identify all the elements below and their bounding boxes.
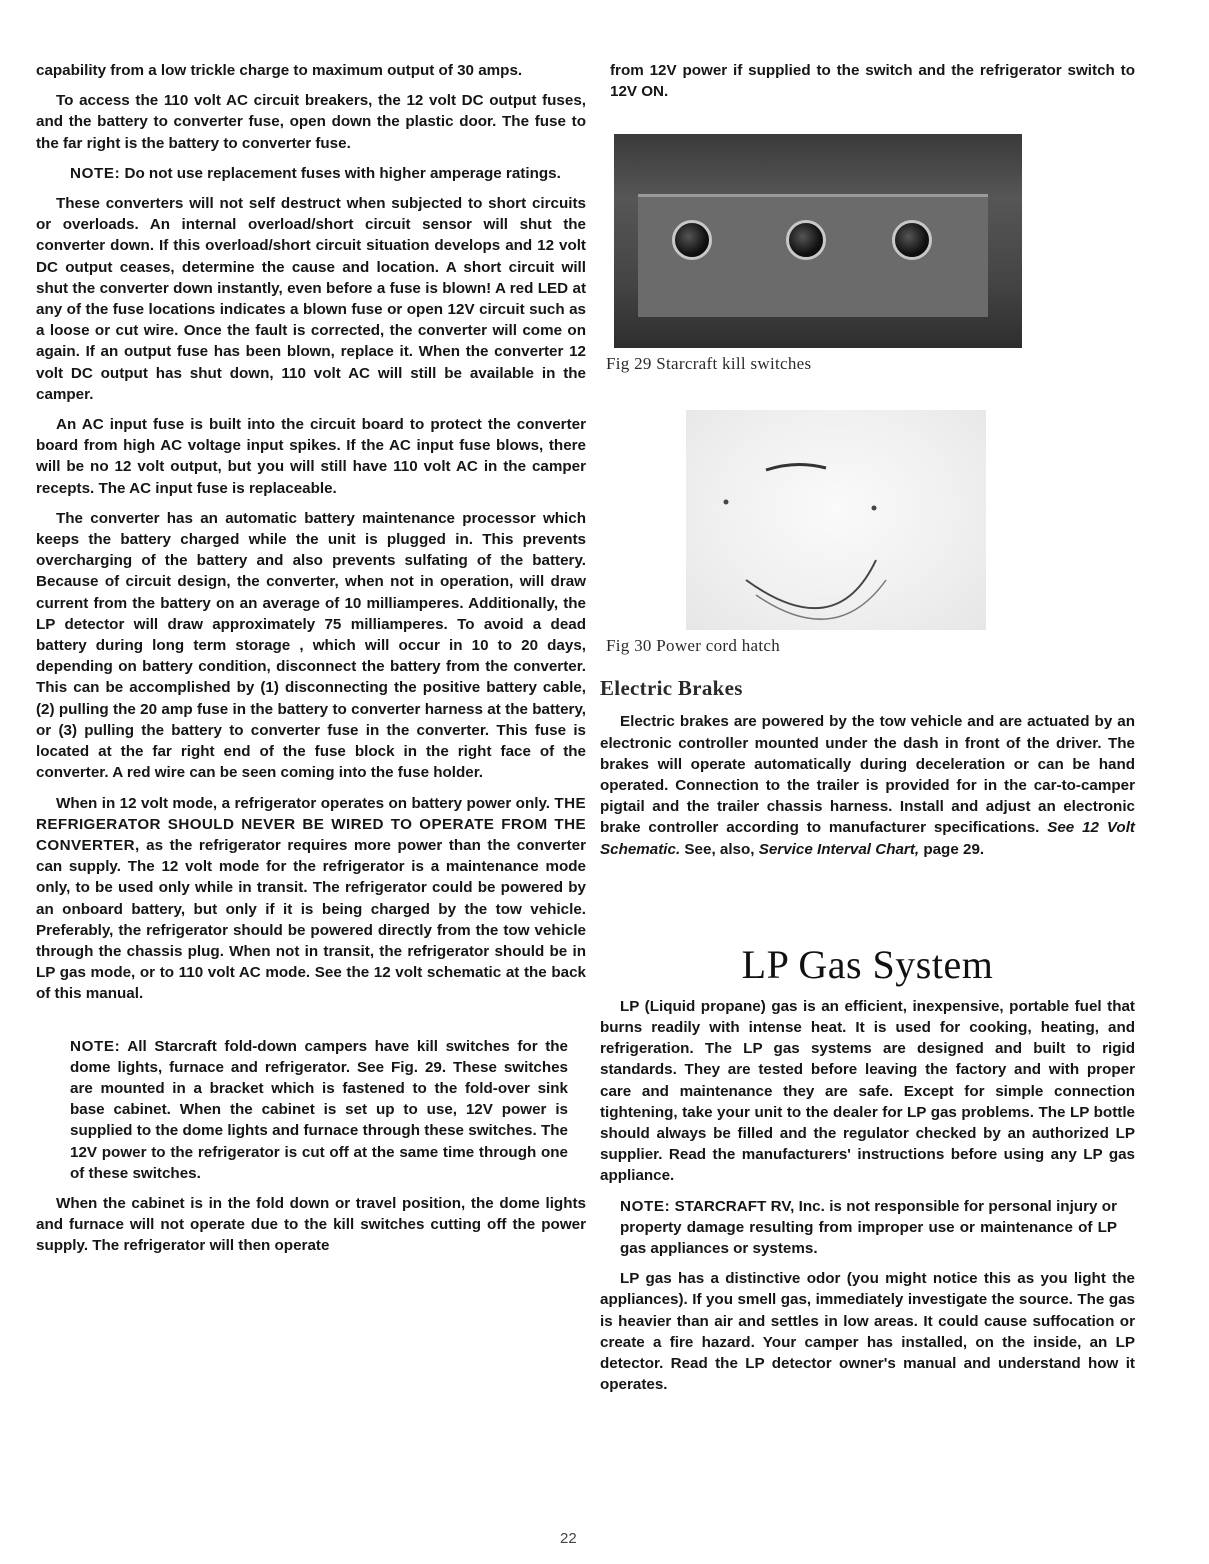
brakes-schematic-ref: See 12 Volt Schematic. [600,819,1135,858]
note-replacement-fuses [36,163,586,184]
note-text: All Starcraft fold-down campers have kill switches for the dome lights, furnace and refrigerator. See Fig. 29. These switches are mounted in a bracket which is fastened to the fold-over sink base cabinet. When the cabinet is set up to use, 12V power is supplied to the dome lights and furnace through these switches. The 12V power to the refrigerator is cut off at the same time through one of these switches. [70,1037,568,1182]
electric-brakes-heading: Electric Brakes [600,676,743,701]
note-label: NOTE: [620,1197,671,1215]
hatch-sketch [686,410,986,630]
note-label: NOTE: [70,164,121,182]
note-text: STARCRAFT RV, Inc. is not responsible for personal injury or property damage resulting from improper use or maintenance of LP gas appliances or systems. [620,1197,1117,1258]
paragraph-ac-input-fuse: An AC input fuse is built into the circuit board to protect the converter board from high AC voltage input spikes. If the AC input fuse blows, there will be no 12 volt output, but you will still have 110 volt AC in the camper recepts. The AC input fuse is replaceable. [36,416,586,497]
brakes-mid: See, also, [680,840,759,858]
paragraph-refrigerator-12v [36,793,586,1005]
brakes-end: page 29. [919,840,985,858]
kill-switches-photo [614,134,1022,348]
fig29-caption: Fig 29 Starcraft kill switches [606,354,812,374]
paragraph-charge-capability: capability from a low trickle charge to maximum output of 30 amps. [36,62,523,79]
paragraph-access-fuses: To access the 110 volt AC circuit breakers, the 12 volt DC output fuses, and the battery to converter fuse, open down the plastic door. The fuse to the far right is the battery to converter fuse. [36,92,586,152]
paragraph-overload: These converters will not self destruct when subjected to short circuits or overloads. An internal overload/short circuit sensor will shut the converter down. If this overload/short circuit situation develops and 12 volt DC output ceases, determine the cause and location. A short circuit will shut the converter down instantly, even before a fuse is blown! A red LED at any of the fuse locations indicates a blown fuse or open 12V circuit such as a loose or cut wire. Once the fault is corrected, the converter will come on again. If an output fuse has been blown, replace it. When the converter 12 volt DC output has shut down, 110 volt AC will still be available in the camper. [36,195,586,403]
paragraph-lp-gas-intro: LP (Liquid propane) gas is an efficient, inexpensive, portable fuel that burns readily with intense heat. It is used for cooking, heating, and refrigeration. The LP gas systems are designed and built to rigid standards. They are tested before leaving the factory and with proper care and maintenance they are safe. Except for simple connection tightening, take your unit to the dealer for LP gas problems. The LP bottle should always be filled and the regulator checked by an authorized LP supplier. Read the manufacturers' instructions before using any LP gas appliance. [600,997,1135,1185]
note-starcraft-liability [600,1196,1135,1260]
note-label: NOTE: [70,1037,121,1055]
refrigerator-text-a: When in 12 volt mode, a refrigerator operates on battery power only. [56,794,555,812]
brakes-chart-ref: Service Interval Chart, [758,840,920,858]
paragraph-12v-power: from 12V power if supplied to the switch and the refrigerator switch to 12V ON. [610,62,1135,101]
power-cord-hatch-photo [686,410,986,630]
refrigerator-warning: THE REFRIGERATOR SHOULD NEVER BE WIRED TO OPERATE FROM THE CONVERTER, [36,794,586,854]
paragraph-electric-brakes [600,711,1135,859]
note-kill-switches [36,1036,586,1184]
left-column [36,60,586,1266]
refrigerator-text-b: as the refrigerator requires more power than the converter can supply. The 12 volt mode for the refrigerator is a maintenance mode only, to be used only while in transit. The refrigerator could be powered by an onboard battery, but only if it is being charged by the tow vehicle. Preferably, the refrigerator should be powered directly from the tow vehicle through the chassis plug. When not in transit, the refrigerator should be in LP gas mode, or to 110 volt AC mode. See the 12 volt schematic at the back of this manual. [36,836,586,1003]
paragraph-lp-gas-odor: LP gas has a distinctive odor (you might notice this as you light the appliances). If you smell gas, immediately investigate the source. The gas is heavier than air and settles in low areas. It could cause suffocation or create a fire hazard. Your camper has installed, on the inside, an LP detector. Read the LP detector owner's manual and understand how it operates. [600,1270,1135,1394]
fig30-caption: Fig 30 Power cord hatch [606,636,781,656]
paragraph-battery-maintenance: The converter has an automatic battery maintenance processor which keeps the battery charged while the unit is plugged in. This prevents overcharging of the battery and also prevents sulfating of the battery. Because of circuit design, the converter, when not in operation, will draw current from the battery on an average of 10 milliamperes. Additionally, the LP detector will draw approximately 75 milliamperes. To avoid a dead battery during long term storage , which will occur in 10 to 20 days, depending on battery condition, disconnect the battery from the converter. This can be accomplished by (1) disconnecting the positive battery cable, (2) pulling the 20 amp fuse in the battery to converter harness at the battery, or (3) pulling the battery to converter fuse in the converter. This fuse is located at the far right end of the fuse block in the right face of the converter. A red wire can be seen coming into the fuse holder. [36,509,586,782]
note-text: Do not use replacement fuses with higher amperage ratings. [120,164,561,182]
brakes-text: Electric brakes are powered by the tow vehicle and are actuated by an electronic controller mounted under the dash in front of the driver. The brakes will operate automatically during deceleration or can be hand operated. Connection to the trailer is provided for in the car-to-camper pigtail and the trailer chassis harness. Install and adjust an electronic brake controller according to manufacturer specifications. [600,713,1135,837]
page-number: 22 [560,1530,577,1547]
lp-gas-heading: LP Gas System [741,941,994,987]
right-column [600,60,1135,1404]
paragraph-cabinet-fold-down: When the cabinet is in the fold down or travel position, the dome lights and furnace will not operate due to the kill switches cutting off the power supply. The refrigerator will then operate [36,1194,586,1255]
